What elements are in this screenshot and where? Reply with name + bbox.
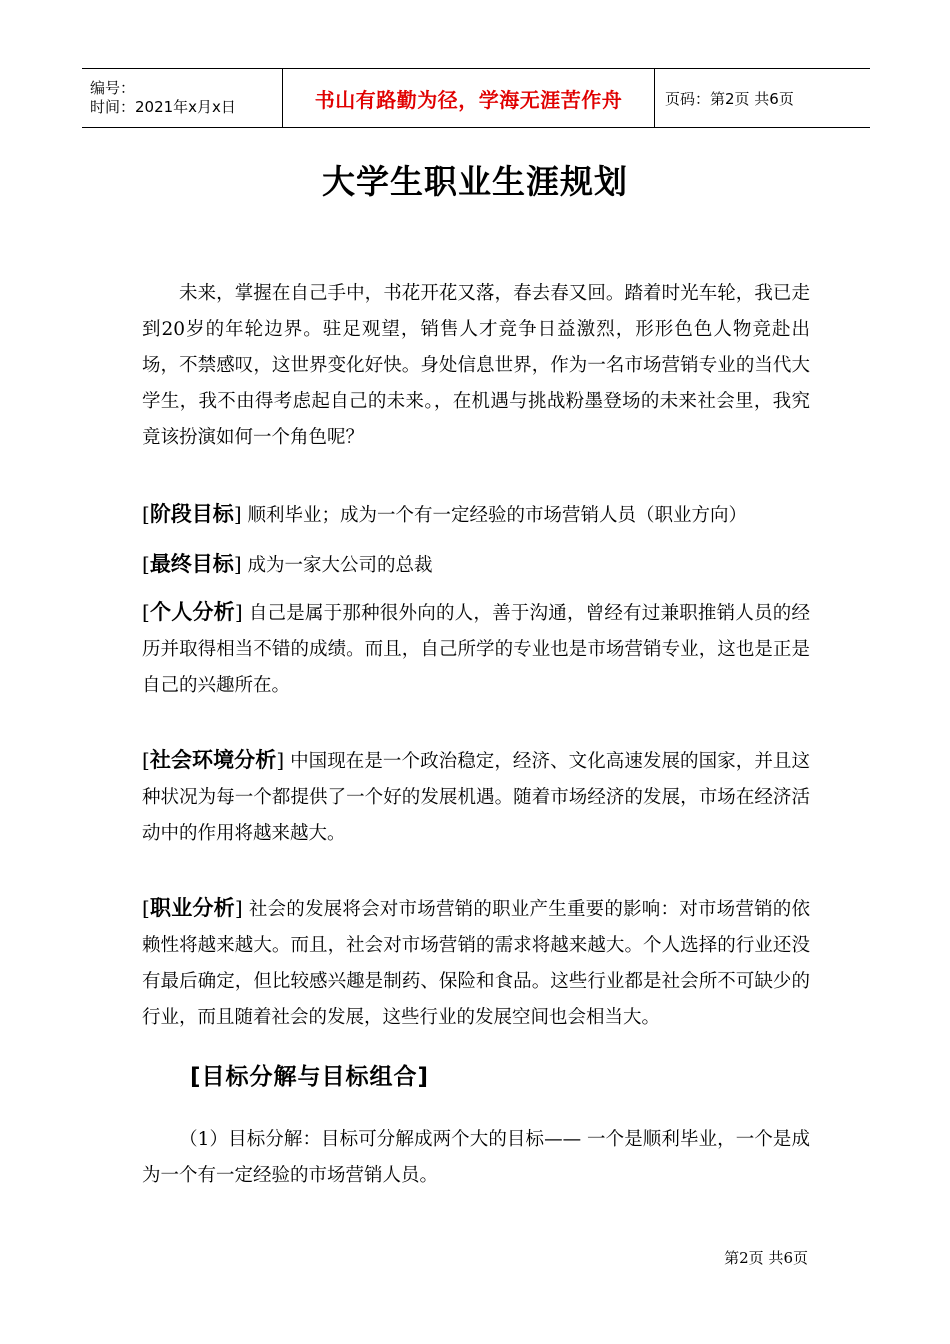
header-motto-cell <box>282 69 655 127</box>
header-page-info: 页码：第2页 共6页 <box>665 89 794 108</box>
stage-goal-text: 顺利毕业；成为一个有一定经验的市场营销人员（职业方向） <box>247 505 748 526</box>
stage-goal-paragraph: [阶段目标] 顺利毕业；成为一个有一定经验的市场营销人员（职业方向） <box>142 502 748 526</box>
career-analysis-text: 社会的发展将会对市场营销的职业产生重要的影响：对市场营销的依赖性将越来越大。而且，社会对市场营销的需求将越来越大。个人选择的行业还没有最后确定，但比较感兴趣是制药、保险和食品。这些行业都是社会所不可缺少的行业，而且随着社会的发展，这些行业的发展空间也会相当大。 <box>142 899 811 1028</box>
intro-paragraph <box>142 276 810 456</box>
stage-goal-label: 阶段目标 <box>149 502 234 526</box>
number-label: 编号： <box>90 79 136 97</box>
page-footer: 第2页 共6页 <box>724 1249 808 1267</box>
section-heading: [目标分解与目标组合] <box>190 1064 430 1090</box>
final-goal-paragraph: [最终目标] 成为一家大公司的总裁 <box>142 552 433 576</box>
motto: 书山有路勤为径，学海无涯苦作舟 <box>314 87 623 112</box>
personal-analysis-paragraph: [个人分析] 自己是属于那种很外向的人，善于沟通，曾经有过兼职推销人员的经历并取得相当不错的成绩。而且，自己所学的专业也是市场营销专业，这也是正是自己的兴趣所在。 <box>142 600 811 696</box>
page-title: 大学生职业生涯规划 <box>322 162 628 201</box>
personal-analysis-text: 自己是属于那种很外向的人，善于沟通，曾经有过兼职推销人员的经历并取得相当不错的成绩。而且，自己所学的专业也是市场营销专业，这也是正是自己的兴趣所在。 <box>142 603 811 696</box>
career-analysis-paragraph: [职业分析] 社会的发展将会对市场营销的职业产生重要的影响：对市场营销的依赖性将越来越大。而且，社会对市场营销的需求将越来越大。个人选择的行业还没有最后确定，但比较感兴趣是制药、保险和食品。这些行业都是社会所不可缺少的行业，而且随着社会的发展，这些行业的发展空间也会相当大。 <box>142 896 811 1028</box>
final-goal-label: 最终目标 <box>149 552 234 576</box>
social-analysis-label: 社会环境分析 <box>149 748 277 772</box>
final-goal-text: 成为一家大公司的总裁 <box>247 555 433 576</box>
career-analysis-label: 职业分析 <box>149 896 235 920</box>
social-analysis-paragraph: [社会环境分析] 中国现在是一个政治稳定，经济、文化高速发展的国家，并且这种状况为每一个都提供了一个好的发展机遇。随着市场经济的发展，市场在经济活动中的作用将越来越大。 <box>142 748 810 844</box>
time-label: 时间：2021年x月x日 <box>90 98 236 116</box>
personal-analysis-label: 个人分析 <box>149 600 235 624</box>
header-meta <box>82 69 282 127</box>
decomposition-paragraph <box>142 1122 810 1194</box>
social-analysis-text: 中国现在是一个政治稳定，经济、文化高速发展的国家，并且这种状况为每一个都提供了一个好的发展机遇。随着市场经济的发展，市场在经济活动中的作用将越来越大。 <box>142 751 810 844</box>
page-header <box>82 68 870 128</box>
decomposition-text: （1）目标分解：目标可分解成两个大的目标—— 一个是顺利毕业，一个是成为一个有一定经验的市场营销人员。 <box>142 1129 810 1186</box>
intro-text: 未来，掌握在自己手中，书花开花又落，春去春又回。踏着时光车轮，我已走到20岁的年轮边界。驻足观望，销售人才竞争日益激烈，形形色色人物竞赴出场，不禁感叹，这世界变化好快。身处信息世界，作为一名市场营销专业的当代大学生，我不由得考虑起自己的未来。，在机遇与挑战粉墨登场的未来社会里，我究竟该扮演如何一个角色呢？ <box>142 283 810 448</box>
